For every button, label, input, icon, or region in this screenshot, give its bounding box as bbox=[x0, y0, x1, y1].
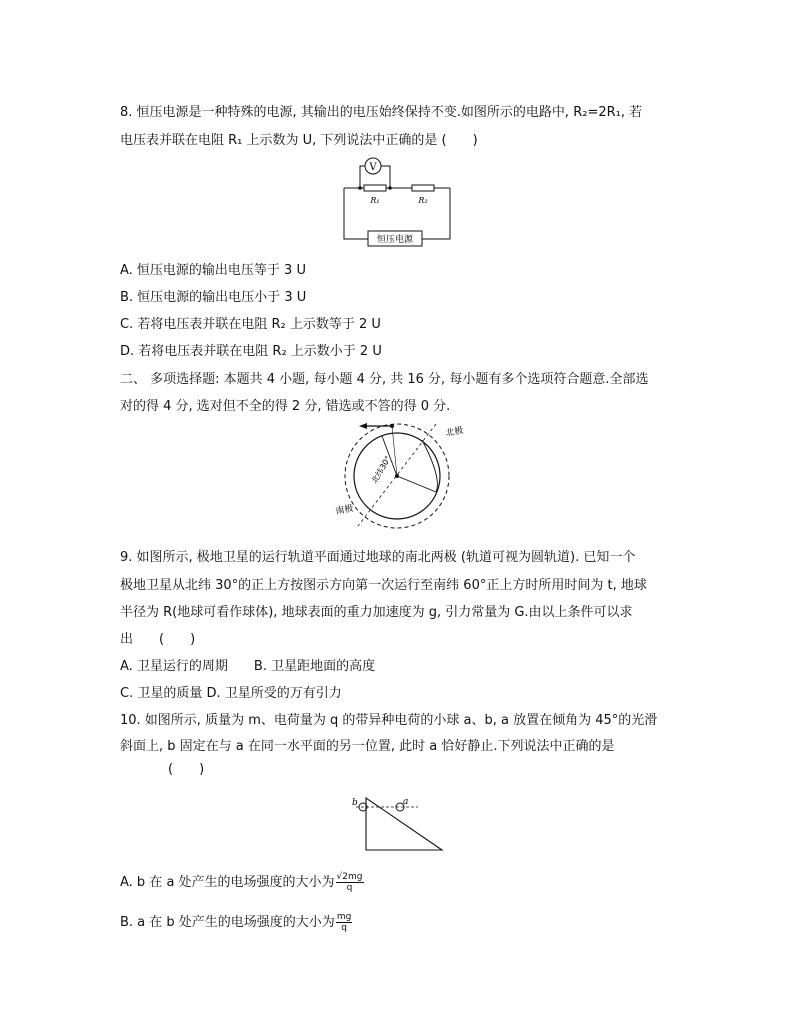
voltmeter-label: V bbox=[369, 162, 377, 173]
q9-options-ab: A. 卫星运行的周期 B. 卫星距地面的高度 bbox=[120, 659, 376, 674]
ball-a-label: a bbox=[403, 797, 409, 807]
q8-option-a: A. 恒压电源的输出电压等于 3 U bbox=[120, 263, 306, 278]
power-source-label: 恒压电源 bbox=[376, 235, 414, 245]
q10-option-b-text: B. a 在 b 处产生的电场强度的大小为 bbox=[120, 915, 335, 930]
incline-diagram bbox=[348, 794, 448, 854]
north-pole-label: 北极 bbox=[444, 425, 465, 439]
south-pole-label: 南极 bbox=[334, 503, 355, 517]
q10-line3: ( ) bbox=[168, 762, 205, 777]
r2-label: R₂ bbox=[418, 196, 428, 205]
q8-line2: 电压表并联在电阻 R₁ 上示数为 U, 下列说法中正确的是 ( ) bbox=[120, 133, 478, 148]
latitude-label: 北纬30° bbox=[369, 454, 393, 485]
q10-option-a-fraction: $\frac{√2mg}{q}$ bbox=[336, 872, 363, 893]
q8-option-d: D. 若将电压表并联在电阻 R₂ 上示数小于 2 U bbox=[120, 344, 382, 359]
q9-line3: 半径为 R(地球可看作球体), 地球表面的重力加速度为 g, 引力常量为 G.由以上条件可以求 bbox=[120, 605, 633, 620]
q10-option-a-text: A. b 在 a 处产生的电场强度的大小为 bbox=[120, 875, 335, 890]
q9-line4: 出 ( ) bbox=[120, 632, 196, 647]
q10-option-a bbox=[120, 872, 364, 893]
section2-line1: 二、 多项选择题: 本题共 4 小题, 每小题 4 分, 共 16 分, 每小题有多个选项符合题意.全部选 bbox=[120, 372, 649, 387]
q10-line2: 斜面上, b 固定在与 a 在同一水平面的另一位置, 此时 a 恰好静止.下列说法中正确的是 bbox=[120, 739, 615, 754]
ball-b-label: b bbox=[352, 798, 358, 808]
section2-line2: 对的得 4 分, 选对但不全的得 2 分, 错选或不答的得 0 分. bbox=[120, 399, 451, 414]
q8-option-c: C. 若将电压表并联在电阻 R₂ 上示数等于 2 U bbox=[120, 317, 381, 332]
resistor-r1 bbox=[364, 185, 386, 191]
q8-option-b: B. 恒压电源的输出电压小于 3 U bbox=[120, 290, 307, 305]
q9-options-cd: C. 卫星的质量 D. 卫星所受的万有引力 bbox=[120, 686, 342, 701]
q10-option-b bbox=[120, 912, 352, 933]
q9-line2: 极地卫星从北纬 30°的正上方按图示方向第一次运行至南纬 60°正上方时所用时间为 t, 地球 bbox=[120, 578, 647, 593]
q10-option-b-fraction: $\frac{mg}{q}$ bbox=[336, 912, 352, 933]
q9-line1: 9. 如图所示, 极地卫星的运行轨道平面通过地球的南北两极 (轨道可视为圆轨道). 已知一个 bbox=[120, 550, 636, 565]
q10-line1: 10. 如图所示, 质量为 m、电荷量为 q 的带异种电荷的小球 a、b, a 放置在倾角为 45°的光滑 bbox=[120, 713, 658, 728]
resistor-r2 bbox=[412, 185, 434, 191]
r1-label: R₁ bbox=[370, 196, 380, 205]
earth-orbit-diagram bbox=[330, 418, 465, 530]
circuit-diagram bbox=[340, 155, 458, 247]
q8-line1: 8. 恒压电源是一种特殊的电源, 其输出的电压始终保持不变.如图所示的电路中, R₂=2R₁, 若 bbox=[120, 105, 643, 120]
